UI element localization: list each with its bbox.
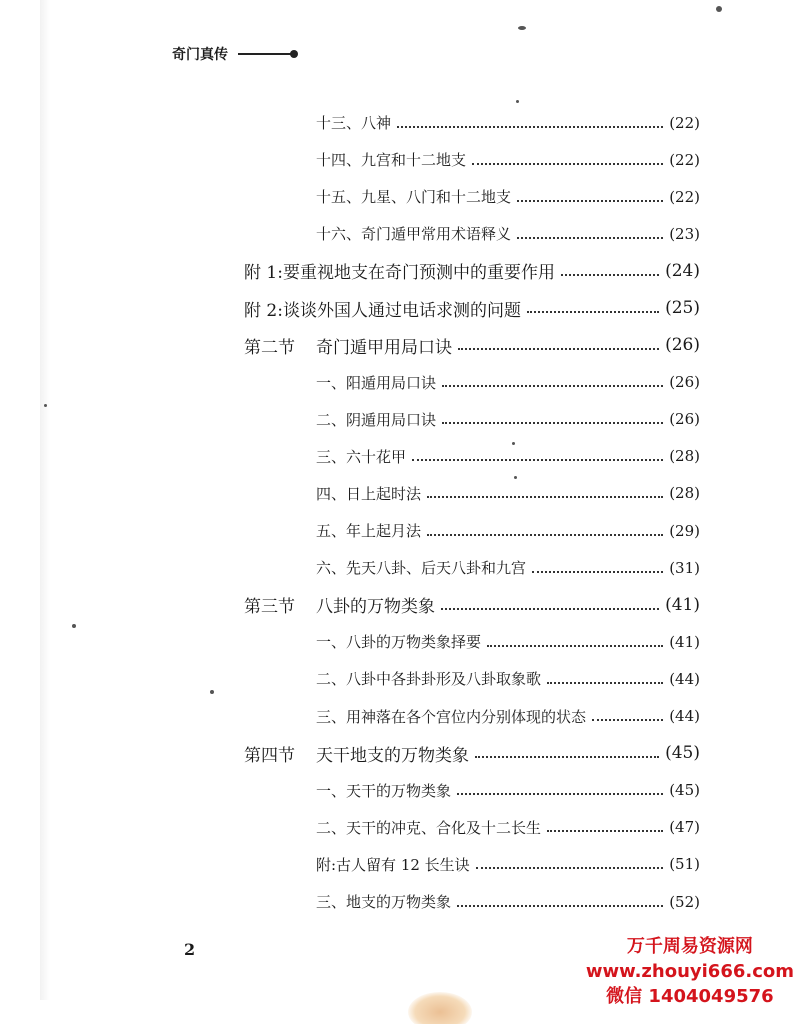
- toc-section-number: 第三节: [244, 597, 295, 618]
- toc-dot-leader: [458, 348, 659, 350]
- toc-row: [0, 883, 804, 920]
- scan-speck: [516, 100, 519, 103]
- toc-dot-leader: [472, 163, 663, 165]
- scan-speck: [210, 690, 214, 694]
- toc-row: [0, 772, 804, 809]
- toc-dot-leader: [457, 905, 663, 907]
- scan-speck: [72, 624, 76, 628]
- running-head-title: 奇门真传: [172, 47, 228, 63]
- running-head-rule: [238, 53, 294, 55]
- toc-row: [0, 735, 804, 772]
- toc-entry-title: 三、六十花甲: [316, 447, 407, 466]
- toc-row: [0, 475, 804, 512]
- toc-page-number: (28): [669, 484, 700, 503]
- toc-row: [0, 141, 804, 178]
- toc-entry-title: 附 1:要重视地支在奇门预测中的重要作用: [244, 263, 555, 284]
- toc-entry-title: 十四、九宫和十二地支: [316, 151, 467, 170]
- toc-dot-leader: [442, 422, 663, 424]
- toc-section-title: 天干地支的万物类象: [316, 745, 469, 766]
- toc-page-number: (22): [669, 150, 700, 169]
- toc-entry-title: 附 2:谈谈外国人通过电话求测的问题: [244, 300, 521, 321]
- scan-speck: [518, 26, 526, 30]
- toc-dot-leader: [427, 534, 663, 536]
- toc-page-number: (45): [665, 743, 700, 764]
- toc-page-number: (52): [669, 892, 700, 911]
- toc-row: [0, 327, 804, 364]
- toc-page-number: (22): [669, 187, 700, 206]
- toc-row: [0, 549, 804, 586]
- toc-page-number: (44): [669, 669, 700, 688]
- toc-row: [0, 289, 804, 326]
- toc-row: [0, 252, 804, 289]
- page-number: 2: [184, 940, 196, 959]
- toc-page-number: (41): [669, 632, 700, 651]
- toc-dot-leader: [547, 830, 663, 832]
- toc-dot-leader: [547, 682, 663, 684]
- toc-page-number: (28): [669, 447, 700, 466]
- toc-row: [0, 809, 804, 846]
- toc-dot-leader: [441, 608, 659, 610]
- toc-row: [0, 215, 804, 252]
- toc-entry-title: 一、八卦的万物类象择要: [316, 633, 482, 652]
- toc-row: [0, 623, 804, 660]
- toc-dot-leader: [592, 719, 663, 721]
- scan-speck: [512, 442, 515, 445]
- toc-page-number: (45): [669, 781, 700, 800]
- toc-entry-title: 二、天干的冲克、合化及十二长生: [316, 818, 542, 837]
- toc-section-number: 第二节: [244, 337, 295, 358]
- toc-entry-title: 五、年上起月法: [316, 522, 422, 541]
- toc-entry-title: 附:古人留有 12 长生诀: [316, 855, 470, 874]
- toc-entry-title: 二、八卦中各卦卦形及八卦取象歌: [316, 670, 542, 689]
- toc-dot-leader: [532, 571, 663, 573]
- toc-row: [0, 438, 804, 475]
- toc-page-number: (51): [669, 855, 700, 874]
- toc-page-number: (31): [669, 558, 700, 577]
- toc-row: [0, 586, 804, 623]
- toc-page-number: (23): [669, 224, 700, 243]
- toc-entry-title: 二、阴遁用局口诀: [316, 410, 437, 429]
- toc-section-number: 第四节: [244, 745, 295, 766]
- toc-entry-title: 三、用神落在各个宫位内分别体现的状态: [316, 707, 587, 726]
- scan-speck: [716, 6, 722, 12]
- toc-dot-leader: [412, 459, 663, 461]
- toc-entry-title: 六、先天八卦、后天八卦和九宫: [316, 559, 527, 578]
- watermark-url: www.zhouyi666.com: [585, 961, 794, 982]
- toc-entry-title: 十五、九星、八门和十二地支: [316, 188, 512, 207]
- table-of-contents: [0, 104, 804, 920]
- watermark-site-name: 万千周易资源网: [626, 936, 753, 957]
- toc-dot-leader: [442, 385, 663, 387]
- toc-row: [0, 698, 804, 735]
- toc-section-title: 奇门遁甲用局口诀: [316, 337, 452, 358]
- toc-page-number: (24): [665, 260, 700, 281]
- toc-dot-leader: [397, 126, 663, 128]
- toc-row: [0, 178, 804, 215]
- toc-page-number: (29): [669, 521, 700, 540]
- toc-entry-title: 一、阳遁用局口诀: [316, 373, 437, 392]
- watermark-wechat: 微信 1404049576: [606, 986, 774, 1007]
- toc-entry-title: 一、天干的万物类象: [316, 781, 452, 800]
- toc-row: [0, 364, 804, 401]
- running-head: [172, 44, 294, 64]
- toc-page-number: (26): [669, 373, 700, 392]
- toc-entry-title: 十三、八神: [316, 114, 392, 133]
- toc-row: [0, 104, 804, 141]
- toc-page-number: (41): [665, 594, 700, 615]
- stamp-mark: [408, 992, 472, 1024]
- toc-entry-title: 十六、奇门遁甲常用术语释义: [316, 225, 512, 244]
- toc-row: [0, 660, 804, 697]
- toc-page-number: (44): [669, 707, 700, 726]
- toc-page-number: (22): [669, 113, 700, 132]
- toc-page-number: (26): [669, 410, 700, 429]
- toc-row: [0, 401, 804, 438]
- toc-dot-leader: [527, 311, 659, 313]
- scan-speck: [44, 404, 47, 407]
- scan-speck: [514, 476, 517, 479]
- toc-page-number: (47): [669, 818, 700, 837]
- toc-entry-title: 三、地支的万物类象: [316, 893, 452, 912]
- toc-dot-leader: [476, 867, 664, 869]
- toc-page-number: (25): [665, 298, 700, 319]
- toc-page-number: (26): [665, 335, 700, 356]
- toc-dot-leader: [457, 793, 663, 795]
- toc-dot-leader: [517, 237, 663, 239]
- toc-row: [0, 512, 804, 549]
- toc-section-title: 八卦的万物类象: [316, 597, 435, 618]
- toc-dot-leader: [475, 756, 659, 758]
- toc-dot-leader: [487, 645, 663, 647]
- watermark: [586, 934, 794, 1009]
- toc-dot-leader: [561, 274, 659, 276]
- toc-dot-leader: [427, 496, 663, 498]
- toc-entry-title: 四、日上起时法: [316, 484, 422, 503]
- toc-row: [0, 846, 804, 883]
- toc-dot-leader: [517, 200, 663, 202]
